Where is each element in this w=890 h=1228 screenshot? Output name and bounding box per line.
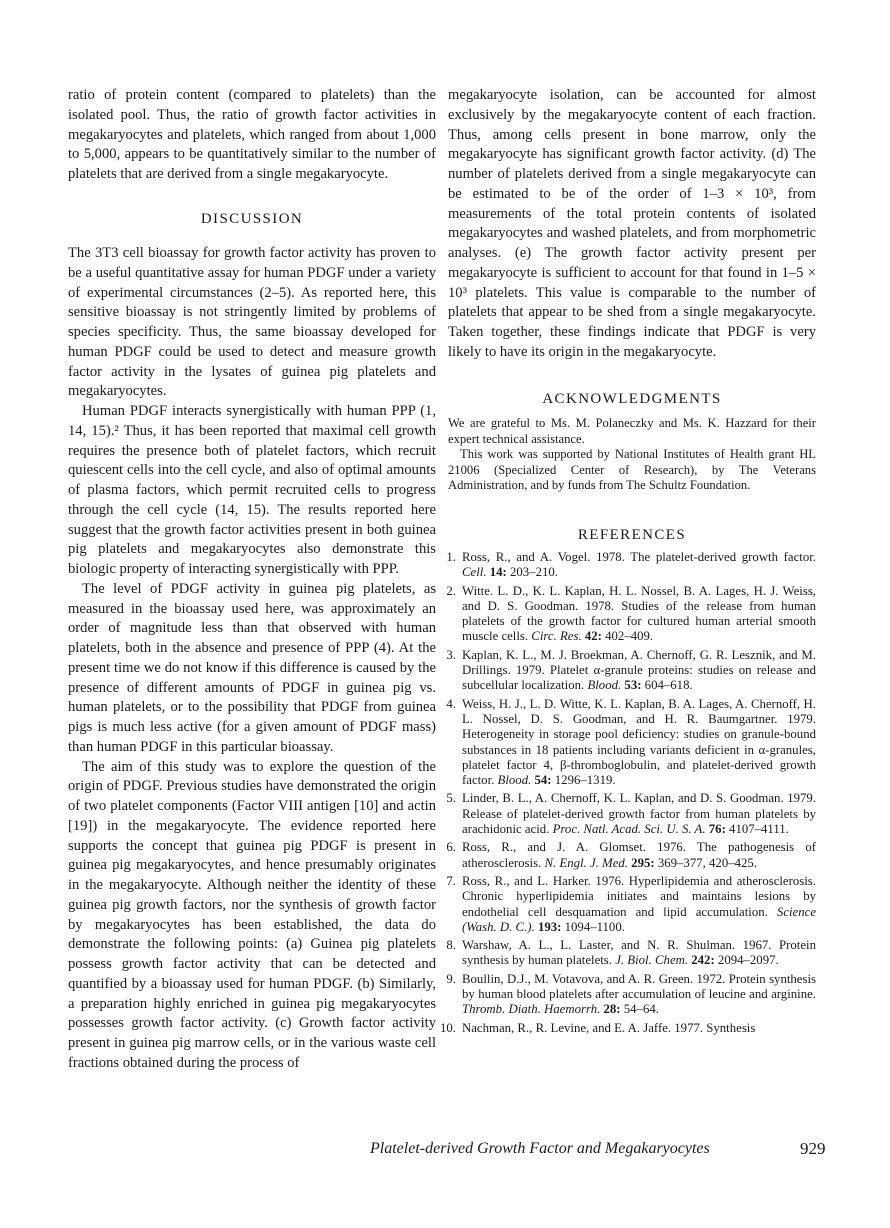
reference-volume: 295:: [627, 855, 655, 870]
reference-volume: 54:: [531, 773, 552, 788]
num: 6.: [446, 840, 456, 855]
reference-pages: 1094–1100.: [561, 919, 625, 934]
num: 10.: [440, 1020, 456, 1035]
page-number: 929: [800, 1139, 826, 1158]
reference-text: Ross, R., and L. Harker. 1976. Hyperlipidemia and atherosclerosis. Chronic hyperlipidemia initiates and maintains lesions by endothelial cell desquamation and lipid accumulation.: [462, 873, 816, 919]
reference-journal: J. Biol. Chem.: [615, 953, 689, 968]
acknowledgments-body: [448, 416, 816, 494]
reference-item: [440, 584, 816, 645]
discussion-body: [68, 244, 436, 1074]
reference-pages: 402–409.: [601, 629, 654, 644]
discussion-paragraph: Human PDGF interacts synergistically with human PPP (1, 14, 15).² Thus, it has been reported that maximal cell growth requires the presence both of platelet factors, which recruit quiescent cells into the cell cycle, and also of optimal amounts of plasma factors, which permit recruited cells to progress through the cell cycle (14, 15). The results reported here suggest that the growth factor activities present in both guinea pig platelets and megakaryocytes also demonstrate this biologic property of interacting synergistically with PPP.: [68, 403, 436, 577]
reference-journal: Proc. Natl. Acad. Sci. U. S. A.: [552, 822, 706, 837]
reference-text: Ross, R., and A. Vogel. 1978. The platelet-derived growth factor.: [462, 550, 816, 564]
reference-list: [440, 550, 816, 1039]
acknowledgment-paragraph: We are grateful to Ms. M. Polaneczky and Ms. K. Hazzard for their expert technical assistance.: [448, 416, 816, 446]
discussion-paragraph: The 3T3 cell bioassay for growth factor activity has proven to be a useful quantitative assay for human PDGF under a variety of experimental circumstances (2–5). As reported here, this sensitive bioassay is not stringently limited by problems of species specificity. Thus, the same bioassay developed for human PDGF could be used to detect and measure growth factor activity in the lysates of guinea pig platelets and megakaryocytes.: [68, 245, 436, 400]
reference-item: [440, 697, 816, 789]
num: 7.: [446, 873, 456, 888]
num: 3.: [446, 647, 456, 662]
reference-text: Warshaw, A. L., L. Laster, and N. R. Shulman. 1967. Protein synthesis by human platelets.: [462, 938, 816, 968]
reference-journal: Science (Wash. D. C.).: [462, 904, 816, 934]
reference-pages: 1296–1319.: [551, 773, 616, 788]
discussion-paragraph: The aim of this study was to explore the question of the origin of PDGF. Previous studies have demonstrated the origin of two platelet components (Factor VIII antigen [10] and actin [19]) in the megakaryocyte. The evidence reported here supports the concept that guinea pig PDGF is present in guinea pig megakaryocytes, and hence presumably originates in the megakaryocyte. Although neither the identity of these guinea pig growth factors, nor the synthesis of growth factor by megakaryocytes has been established, the data do demonstrate the following points: (a) Guinea pig platelets possess growth factor activity that can be detected and quantified by a bioassay used for human PDGF. (b) Similarly, a preparation highly enriched in guinea pig megakaryocytes possesses growth factor activity. (c) Growth factor activity present in guinea pig marrow cells, or in the various waste cell fractions obtained during the process of: [68, 758, 436, 1071]
running-title: Platelet-derived Growth Factor and Megakaryocytes: [370, 1140, 710, 1157]
left-column-intro: [68, 86, 436, 185]
num: 8.: [446, 938, 456, 953]
acknowledgment-paragraph: This work was supported by National Institutes of Health grant HL 21006 (Specialized Center of Research), by The Veterans Administration, and by funds from The Schultz Foundation.: [448, 447, 816, 493]
reference-volume: 14:: [486, 565, 507, 580]
num: 1.: [446, 550, 456, 564]
reference-item: [440, 648, 816, 694]
reference-pages: 203–210.: [506, 565, 558, 580]
reference-item: [440, 938, 816, 969]
reference-journal: Blood.: [587, 678, 622, 693]
reference-item: [440, 1021, 816, 1036]
reference-journal: Cell.: [462, 565, 487, 580]
acknowledgments-heading: ACKNOWLEDGMENTS: [542, 391, 722, 407]
num: 2.: [446, 583, 456, 598]
reference-item: [440, 791, 816, 837]
reference-volume: 42:: [581, 629, 602, 644]
intro-paragraph: ratio of protein content (compared to platelets) than the isolated pool. Thus, the ratio of growth factor activities in megakaryocytes and platelets, which ranged from about 1,000 to 5,000, appears to be quantitatively similar to the number of platelets that are derived from a single megakaryocyte.: [68, 87, 436, 182]
reference-text: Boullin, D.J., M. Votavova, and A. R. Green. 1972. Protein synthesis by human blood platelets after accumulation of leucine and arginine.: [462, 971, 816, 1002]
reference-pages: 54–64.: [620, 1002, 659, 1017]
reference-text: Linder, B. L., A. Chernoff, K. L. Kaplan, and D. S. Goodman. 1979. Release of platelet-derived growth factor from human platelets by arachidonic acid.: [462, 791, 816, 837]
reference-item: [440, 972, 816, 1018]
right-column-continued: [448, 86, 816, 363]
reference-text: Ross, R., and J. A. Glomset. 1976. The pathogenesis of atherosclerosis.: [462, 840, 816, 870]
reference-volume: 193:: [534, 919, 562, 934]
reference-volume: 76:: [705, 822, 726, 837]
num: 9.: [446, 971, 456, 986]
reference-text: Kaplan, K. L., M. J. Broekman, A. Chernoff, G. R. Lesznik, and M. Drillings. 1979. Platelet α-granule proteins: studies on release and subcellular localization.: [462, 647, 816, 693]
reference-item: [440, 840, 816, 871]
reference-text: Nachman, R., R. Levine, and E. A. Jaffe. 1977. Synthesis: [462, 1020, 756, 1035]
reference-pages: 4107–4111.: [725, 822, 789, 837]
reference-journal: Thromb. Diath. Haemorrh.: [462, 1002, 601, 1017]
reference-text: Weiss, H. J., L. D. Witte, K. L. Kaplan, B. A. Lages, A. Chernoff, H. L. Nossel, D. S. Goodman, and H. R. Baumgartner. 1979. Heterogeneity in storage pool deficiency: studies on granule-bound substances in 18 patients including variants deficient in α-granules, platelet factor 4, β-thromboglobulin, and platelet-derived growth factor.: [462, 696, 816, 788]
reference-volume: 53:: [621, 678, 642, 693]
reference-volume: 242:: [688, 953, 715, 968]
reference-journal: Circ. Res.: [531, 629, 582, 644]
reference-text: Witte. L. D., K. L. Kaplan, H. L. Nossel, B. A. Lages, H. J. Weiss, and D. S. Goodman. 1978. Studies of the release from human platelets of the growth factor for cultured human arterial smooth muscle cells.: [462, 583, 816, 644]
discussion-paragraph: The level of PDGF activity in guinea pig platelets, as measured in the bioassay used here, was approximately an order of magnitude less than that observed with human platelets, both in the absence and presence of PPP (4). At the present time we do not know if this difference is caused by the presence of different amounts of PDGF in guinea pig vs. human platelets, or to the possibility that PDGF from guinea pigs is much less active (for a given amount of PDGF mass) than human PDGF in this particular bioassay.: [68, 580, 436, 755]
reference-pages: 604–618.: [641, 678, 693, 693]
reference-volume: 28:: [600, 1002, 621, 1017]
reference-item: [440, 550, 816, 581]
reference-journal: N. Engl. J. Med.: [544, 855, 628, 870]
reference-journal: Blood.: [497, 773, 532, 788]
reference-item: [440, 874, 816, 935]
reference-pages: 369–377, 420–425.: [654, 855, 758, 870]
num: 4.: [446, 696, 456, 711]
continued-paragraph: megakaryocyte isolation, can be accounted for almost exclusively by the megakaryocyte content of each fraction. Thus, among cells present in bone marrow, only the megakaryocyte has significant growth factor activity. (d) The number of platelets derived from a single megakaryocyte can be estimated to be of the order of 1–3 × 10³, from measurements of the total protein contents of isolated megakaryocytes and washed platelets, and from morphometric analyses. (e) The growth factor activity present per megakaryocyte is sufficient to account for that found in 1–5 × 10³ platelets. This value is comparable to the number of platelets that appear to be shed from a single megakaryocyte. Taken together, these findings indicate that PDGF is very likely to have its origin in the megakaryocyte.: [448, 87, 816, 360]
references-heading: REFERENCES: [577, 527, 687, 543]
discussion-heading: DISCUSSION: [200, 211, 304, 227]
num: 5.: [446, 791, 456, 806]
reference-pages: 2094–2097.: [714, 953, 779, 968]
